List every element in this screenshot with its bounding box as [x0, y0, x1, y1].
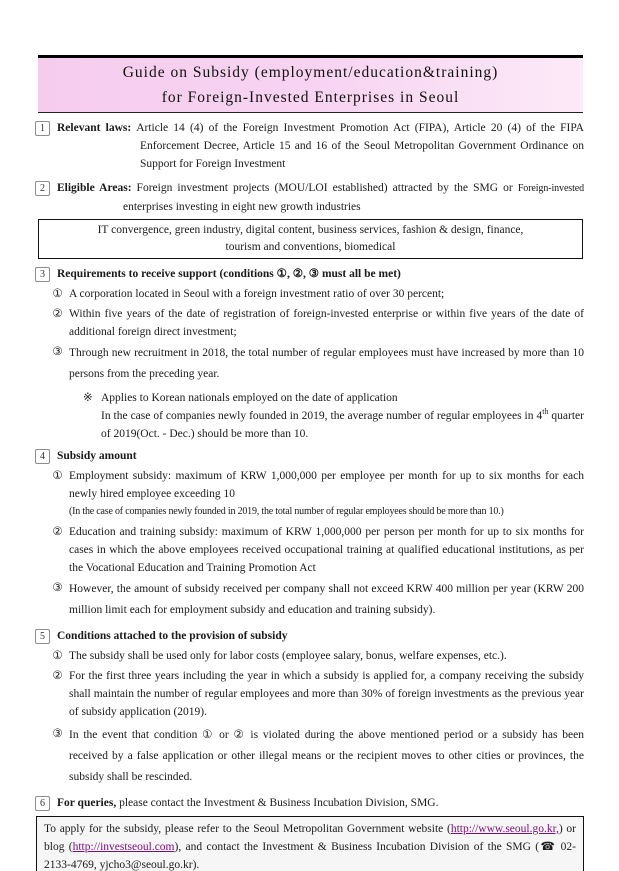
circled-number: ③ — [52, 346, 63, 358]
conditions-list — [50, 647, 584, 788]
section-queries-text — [57, 794, 584, 812]
list-item-text: A corporation located in Seoul with a foreign investment ratio of over 30 percent; — [69, 288, 445, 300]
list-item-text: The subsidy shall be used only for labor costs (employee salary, bonus, welfare expenses, etc.). — [69, 650, 507, 662]
section-queries — [35, 794, 584, 812]
list-item-main-text: Employment subsidy: maximum of KRW 1,000,000 per employee per month for up to six months for each newly hired employee exceeding 10 — [69, 470, 584, 500]
section-subsidy-amount — [35, 447, 584, 465]
contact-text-part: 02-2133-4769, yjcho3@seoul.go.kr). — [44, 841, 576, 871]
section-conditions — [35, 627, 584, 645]
section-number-badge: 5 — [35, 629, 50, 644]
circled-number: ① — [52, 470, 63, 482]
list-item — [50, 523, 584, 577]
superscript-ordinal: th — [542, 407, 549, 417]
telephone-icon: ☎ — [539, 841, 557, 853]
section-label: For queries, — [57, 797, 117, 809]
invest-seoul-blog-link[interactable]: http://investseoul.com — [72, 841, 175, 853]
subsidy-amount-list — [50, 467, 584, 621]
note-text — [101, 389, 584, 443]
note-text-part: quarter of 2019(Oct. - Dec.) should be more than 10. — [101, 410, 584, 440]
note-text-part: In the case of companies newly founded in 2019, the average number of regular employees in 4 — [101, 410, 543, 422]
list-item-text: However, the amount of subsidy received per company shall not exceed KRW 400 million per year (KRW 200 million limit each for employment subsidy and education and training subsidy). — [69, 583, 584, 616]
reference-mark: ※ — [83, 392, 93, 404]
section-eligible-areas-text — [57, 179, 584, 216]
section-label: Relevant laws: — [57, 122, 132, 134]
section-number-badge: 4 — [35, 449, 50, 464]
section-number-badge: 1 — [35, 121, 50, 136]
circled-number: ② — [52, 526, 63, 538]
list-item — [50, 343, 584, 385]
list-item-text: In the event that condition ① or ② is violated during the above mentioned period or a subsidy has been received by a false application or other illegal means or the recipient moves to other cities or provinces, the subsidy shall be rescinded. — [69, 729, 584, 783]
section-relevant-laws-text — [57, 119, 584, 173]
circled-number: ① — [52, 650, 63, 662]
list-item — [50, 305, 584, 341]
section-conditions-heading: Conditions attached to the provision of subsidy — [57, 630, 288, 642]
requirements-list — [50, 285, 584, 443]
list-item-text: Within five years of the date of registration of foreign-invested enterprise or within five years of the date of additional foreign direct investment; — [69, 308, 584, 338]
circled-number: ① — [52, 288, 63, 300]
section-body-text: please contact the Investment & Business Incubation Division, SMG. — [116, 797, 439, 809]
list-item-text — [69, 467, 584, 521]
list-item — [50, 725, 584, 788]
section-body-text-small: Foreign-invested — [517, 183, 584, 194]
list-item — [50, 667, 584, 721]
section-number-badge: 6 — [35, 796, 50, 811]
note-line-2 — [101, 407, 584, 443]
section-eligible-areas — [35, 179, 584, 216]
circled-number: ② — [52, 670, 63, 682]
list-item — [50, 579, 584, 621]
list-item-text: Through new recruitment in 2018, the total number of regular employees must have increased by more than 10 persons from the preceding year. — [69, 347, 584, 380]
circled-number: ③ — [52, 728, 63, 740]
list-item-text: For the first three years including the year in which a subsidy is applied for, a company receiving the subsidy shall maintain the number of regular employees and more than 30% of foreign investments as the previous year of subsidy application (2019). — [69, 670, 584, 718]
title-line-2: for Foreign-Invested Enterprises in Seoul — [161, 89, 460, 106]
section-requirements-heading: Requirements to receive support (conditions ①, ②, ③ must all be met) — [57, 268, 401, 280]
contact-text-part: ) or blog ( — [44, 823, 576, 853]
requirements-note — [83, 389, 584, 443]
section-subsidy-amount-heading: Subsidy amount — [57, 450, 137, 462]
section-relevant-laws — [35, 119, 584, 173]
industries-line-2: tourism and conventions, biomedical — [225, 241, 396, 253]
circled-number: ③ — [52, 582, 63, 594]
contact-text-part: ), and contact the Investment & Business Incubation Division of the SMG ( — [174, 841, 540, 853]
section-body-text: enterprises investing in eight new growth industries — [123, 201, 361, 213]
eligible-industries-box — [38, 219, 583, 259]
list-item — [50, 285, 584, 303]
section-requirements — [35, 265, 584, 283]
contact-info-box — [36, 816, 584, 871]
document-title-banner — [38, 55, 583, 113]
section-number-badge: 2 — [35, 181, 50, 196]
section-number-badge: 3 — [35, 267, 50, 282]
section-body-text: Article 14 (4) of the Foreign Investment Promotion Act (FIPA), Article 20 (4) of the FIPA Enforcement Decree, Article 15 and 16 of the Seoul Metropolitan Government Ordinance on Support for Foreign Investment — [136, 122, 584, 170]
list-item — [50, 467, 584, 521]
industries-line-1: IT convergence, green industry, digital content, business services, fashion & design, finance, — [97, 224, 524, 236]
title-line-1: Guide on Subsidy (employment/education&training) — [122, 64, 499, 81]
note-line-1: Applies to Korean nationals employed on the date of application — [101, 392, 398, 404]
section-body-text: Foreign investment projects (MOU/LOI established) attracted by the SMG or — [136, 182, 518, 194]
list-item-parenthetical: (In the case of companies newly founded in 2019, the total number of regular employees should be more than 10.) — [69, 506, 504, 517]
section-label: Eligible Areas: — [57, 182, 132, 194]
seoul-website-link[interactable]: http://www.seoul.go.kr, — [450, 823, 559, 835]
circled-number: ② — [52, 308, 63, 320]
list-item-text: Education and training subsidy: maximum of KRW 1,000,000 per person per month for up to six months for cases in which the above employees received occupational training at qualified educational institutions, as per the Vocational Education and Training Promotion Act — [69, 526, 584, 574]
contact-text-part: To apply for the subsidy, please refer to the Seoul Metropolitan Government website ( — [44, 823, 451, 835]
list-item — [50, 647, 584, 665]
